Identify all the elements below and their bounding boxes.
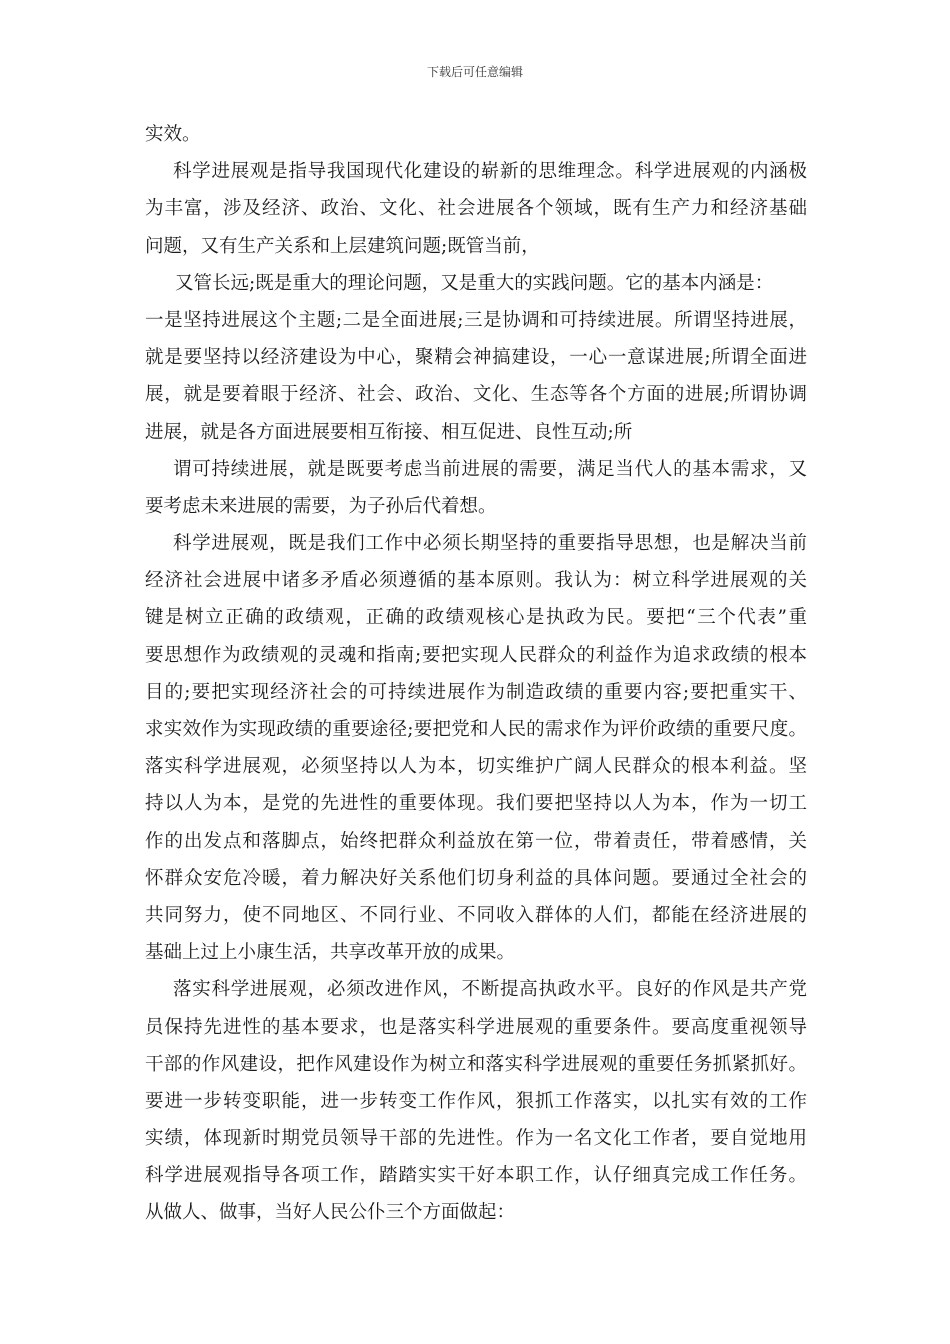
text-line: 进展，就是各方面进展要相互衔接、相互促进、良性互动;所 — [145, 421, 633, 443]
text-line: 作的出发点和落脚点，始终把群众利益放在第一位，带着责任，带着感情，关 — [145, 830, 807, 852]
page-header: 下载后可任意编辑 — [426, 65, 523, 79]
text-line: 一是坚持进展这个主题;二是全面进展;三是协调和可持续进展。所谓坚持进展， — [145, 309, 807, 331]
text-line: 怀群众安危冷暖，着力解决好关系他们切身利益的具体问题。要通过全社会的 — [145, 867, 807, 889]
text-line: 员保持先进性的基本要求，也是落实科学进展观的重要条件。要高度重视领导 — [145, 1016, 807, 1038]
text-line: 目的;要把实现经济社会的可持续进展作为制造政绩的重要内容;要把重实干、 — [145, 681, 807, 703]
text-line: 持以人为本，是党的先进性的重要体现。我们要把坚持以人为本，作为一切工 — [145, 793, 807, 815]
text-line: 求实效作为实现政绩的重要途径;要把党和人民的需求作为评价政绩的重要尺度。 — [145, 719, 807, 740]
text-line: 从做人、做事，当好人民公仆三个方面做起： — [145, 1202, 516, 1224]
text-line: 要思想作为政绩观的灵魂和指南;要把实现人民群众的利益作为追求政绩的根本 — [145, 644, 807, 666]
text-line: 经济社会进展中诸多矛盾必须遵循的基本原则。我认为：树立科学进展观的关 — [145, 570, 807, 592]
text-line: 就是要坚持以经济建设为中心，聚精会神搞建设，一心一意谋进展;所谓全面进 — [145, 347, 807, 369]
text-line: 实效。 — [145, 124, 201, 145]
text-line: 为丰富，涉及经济、政治、文化、社会进展各个领域，既有生产力和经济基础 — [145, 198, 807, 220]
text-line: 基础上过上小康生活，共享改革开放的成果。 — [145, 942, 516, 964]
text-line: 又管长远;既是重大的理论问题，又是重大的实践问题。它的基本内涵是： — [175, 272, 774, 294]
text-line: 展，就是要着眼于经济、社会、政治、文化、生态等各个方面的进展;所谓协调 — [145, 384, 807, 406]
text-line: 要考虑未来进展的需要，为子孙后代着想。 — [145, 495, 497, 517]
text-line: 谓可持续进展，就是既要考虑当前进展的需要，满足当代人的基本需求，又 — [173, 458, 807, 480]
text-line: 干部的作风建设，把作风建设作为树立和落实科学进展观的重要任务抓紧抓好。 — [145, 1053, 807, 1075]
text-line: 科学进展观指导各项工作，踏踏实实干好本职工作，认仔细真完成工作任务。 — [145, 1165, 807, 1187]
document-body — [145, 116, 807, 1232]
text-line: 共同努力，使不同地区、不同行业、不同收入群体的人们，都能在经济进展的 — [145, 904, 807, 926]
text-line: 要进一步转变职能，进一步转变工作作风，狠抓工作落实，以扎实有效的工作 — [145, 1090, 807, 1112]
text-line: 实绩，体现新时期党员领导干部的先进性。作为一名文化工作者，要自觉地用 — [145, 1128, 807, 1150]
text-line: 键是树立正确的政绩观，正确的政绩观核心是执政为民。要把“三个代表”重 — [145, 607, 807, 629]
text-line: 落实科学进展观，必须坚持以人为本，切实维护广阔人民群众的根本利益。坚 — [145, 756, 807, 778]
text-line: 落实科学进展观，必须改进作风，不断提高执政水平。良好的作风是共产党 — [173, 979, 807, 1001]
text-line: 问题，又有生产关系和上层建筑问题;既管当前， — [145, 235, 540, 257]
text-line: 科学进展观是指导我国现代化建设的崭新的思维理念。科学进展观的内涵极 — [173, 161, 807, 183]
text-line: 科学进展观，既是我们工作中必须长期坚持的重要指导思想，也是解决当前 — [173, 533, 807, 555]
